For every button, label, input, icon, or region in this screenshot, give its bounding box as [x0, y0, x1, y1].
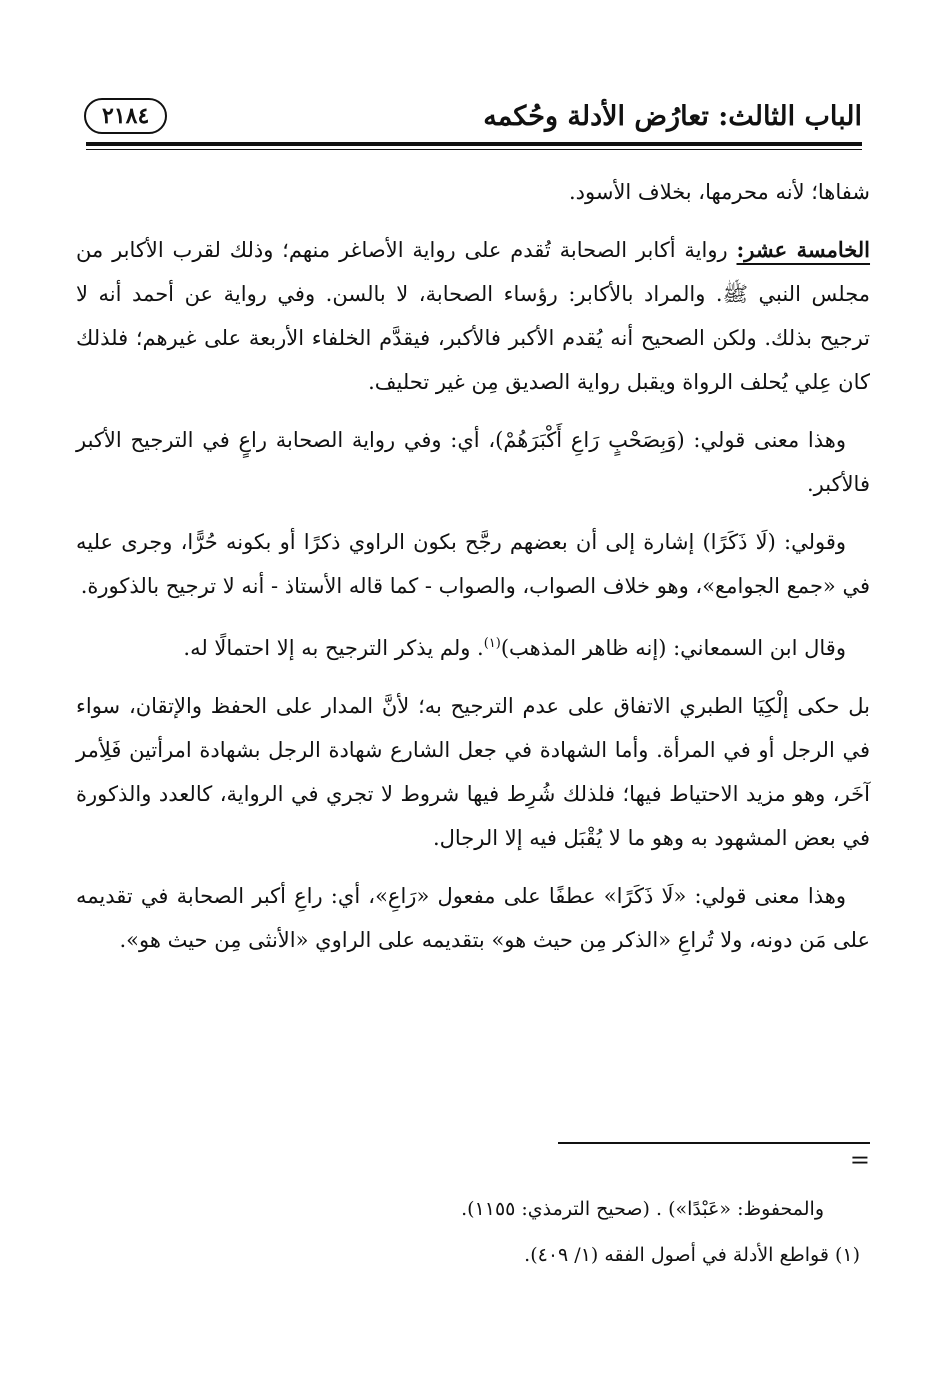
page-body [76, 170, 870, 976]
footnote-continuation-marker: = [849, 1146, 870, 1174]
paragraph-5-text-b: . ولم يذكر الترجيح به إلا احتمالًا له. [183, 636, 484, 660]
paragraph-2-text: رواية أكابر الصحابة تُقدم على رواية الأصاغر منهم؛ وذلك لقرب الأكابر من مجلس النبي ﷺ. والمراد بالأكابر: رؤساء الصحابة، لا بالسن. وفي رواية عن أحمد أنه لا ترجيح بذلك. ولكن الصحيح أنه يُقدم الأكبر فالأكبر، فيقدَّم الخلفاء الأربعة على غيرهم؛ فلذلك كان عِلي يُحلف الرواة ويقبل رواية الصديق مِن غير تحليف. [76, 238, 870, 394]
paragraph-2 [76, 228, 870, 404]
paragraph-3: وهذا معنى قولي: (وَبِصَحْبٍ رَاعِ أَكْبَرَهُمْ)، أي: وفي رواية الصحابة راعٍ في الترجيح الأكبر فالأكبر. [76, 428, 870, 496]
footnote-1: (١) قواطع الأدلة في أصول الفقه (١/ ٤٠٩). [524, 1244, 860, 1266]
paragraph-6: بل حكى إلْكِيَا الطبري الاتفاق على عدم الترجيح به؛ لأنَّ المدار على الحفظ والإتقان، سواء في الرجل أو في المرأة. وأما الشهادة في جعل الشارع شهادة الرجل بشهادة امرأتين فَلِأمر آخَر، وهو مزيد الاحتياط فيها؛ فلذلك شُرِط فيها شروط لا تجري في الرواية، كالعدد والذكورة في بعض المشهود به وهو ما لا يُقْبَل فيه إلا الرجال. [76, 694, 870, 850]
paragraph-5 [76, 622, 870, 670]
header-rule [86, 142, 862, 146]
chapter-title: الباب الثالث: تعارُض الأدلة وحُكمه [483, 100, 862, 132]
section-heading: الخامسة عشر: [736, 237, 871, 262]
page-number: ٢١٨٤ [84, 98, 167, 134]
page-header [84, 92, 862, 140]
footnotes [76, 1186, 860, 1278]
paragraph-4: وقولي: (لَا ذَكَرًا) إشارة إلى أن بعضهم رجَّح بكون الراوي ذكرًا أو بكونه حُرًّا، وجرى عليه في «جمع الجوامع»، وهو خلاف الصواب، والصواب - كما قاله الأستاذ - أنه لا ترجيح بالذكورة. [76, 530, 870, 598]
footnote-continuation: والمحفوظ: «عَبْدًا») . (صحيح الترمذي: ١١٥٥). [461, 1198, 824, 1220]
header-rule-thin [86, 149, 862, 150]
paragraph-5-text-a: وقال ابن السمعاني: (إنه ظاهر المذهب) [500, 636, 846, 660]
footnote-separator [558, 1142, 870, 1144]
footnote-ref-1[interactable]: (١) [483, 636, 501, 651]
paragraph-1: شفاها؛ لأنه محرمها، بخلاف الأسود. [568, 180, 870, 204]
paragraph-7: وهذا معنى قولي: «لَا ذَكَرًا» عطفًا على مفعول «رَاعِ»، أي: راعِ أكبر الصحابة في تقديمه على مَن دونه، ولا تُراعِ «الذكر مِن حيث هو» بتقديمه على الراوي «الأنثى مِن حيث هو». [76, 884, 870, 952]
